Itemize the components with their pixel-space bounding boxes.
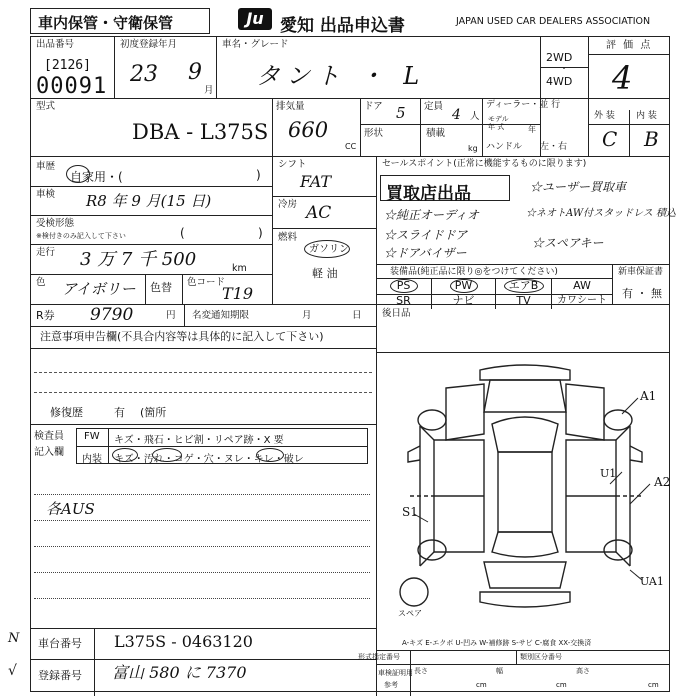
height-unit: cm — [648, 681, 659, 689]
equip-tv: TV — [496, 293, 552, 309]
sales-point-2: ☆純正オーディオ — [384, 208, 480, 222]
received-open: ( — [180, 226, 185, 240]
inspection-value: R8 年 9 月(15 日) — [86, 192, 212, 210]
rear-bumper — [480, 592, 570, 607]
lot-number: 00091 — [36, 74, 108, 99]
history-value: 自家用・( — [70, 170, 123, 184]
registration-year: 23 — [130, 62, 158, 87]
handle-value: 左・右 — [540, 142, 568, 152]
repair-label: 修復歴 — [50, 406, 83, 419]
ju-logo: Ju — [238, 8, 272, 30]
color-change-label: 色替 — [150, 281, 172, 294]
damage-legend: A-キズ E-エクボ U-凹み W-補修跡 S-サビ C-腐食 XX-交換済 — [402, 639, 592, 647]
color-value: アイボリー — [62, 280, 136, 298]
capacity-unit: 人 — [470, 111, 480, 122]
shape-label: 形状 — [364, 128, 384, 139]
repair-value: 有 — [114, 406, 125, 419]
shift-label: シフト — [278, 159, 307, 170]
spare-tire — [400, 578, 428, 606]
mileage-unit: km — [232, 263, 247, 274]
cert-sub: 参考 — [384, 681, 398, 689]
weight-label: 積載 — [426, 128, 446, 139]
buyback-stamp: 買取店出品 — [386, 184, 471, 204]
cert-label: 車検証明用 — [378, 669, 413, 677]
equip-aw: AW — [573, 279, 591, 292]
inspector-handwritten: 各AUS — [46, 500, 95, 518]
repair-place: (箇所 — [140, 406, 167, 419]
windshield — [492, 417, 558, 452]
inspector-int-label: 内装 — [82, 454, 102, 465]
new-warranty-label: 新車保証書 — [618, 267, 664, 277]
capacity-label: 定員 — [424, 101, 444, 112]
ac-label: 冷房 — [278, 199, 298, 210]
new-warranty-value: 有 ・ 無 — [622, 287, 662, 300]
capacity-value: 4 — [452, 107, 461, 123]
model-label: 型式 — [36, 101, 56, 112]
chassis-check-mark: N — [8, 631, 20, 646]
sales-point-3: ☆ネオトAW付スタッドレス 積込 — [526, 208, 676, 219]
length-label: 長さ — [414, 667, 428, 675]
displacement-unit: CC — [345, 142, 357, 151]
door-label: ドア — [364, 101, 383, 112]
equip-ps: PS — [376, 278, 432, 294]
equip-airbag: エアB — [496, 278, 552, 294]
form-title: 愛知 出品申込書 — [280, 16, 405, 36]
color-code-label: 色コード — [187, 277, 226, 288]
equipment-bottom-row — [376, 293, 612, 309]
storage-label: 車内保管・守衛保管 — [38, 14, 174, 32]
received-close: ) — [258, 226, 263, 240]
sales-point-5: ☆ドアバイザー — [384, 246, 467, 260]
plate-check-mark: √ — [8, 663, 17, 679]
drive-sep: ・ — [560, 64, 568, 73]
car-name-label: 車名・グレード — [222, 39, 289, 50]
front-bumper — [480, 365, 570, 380]
equip-pw: PW — [432, 278, 496, 294]
tax-day: 日 — [352, 310, 362, 321]
interior-label: 内 装 — [636, 111, 657, 121]
width-unit: cm — [556, 681, 567, 689]
spare-label: スペア — [398, 609, 422, 618]
wheel-front-left — [418, 410, 446, 430]
damage-mark-a1: A1 — [640, 389, 657, 403]
inspector-label-2: 記入欄 — [34, 447, 64, 458]
equip-sr: SR — [376, 293, 432, 309]
equipment-label: 装備品(純正品に限り◎をつけてください) — [390, 267, 558, 277]
fuel-label: 燃料 — [278, 232, 298, 243]
equip-seat: カワシート — [557, 295, 607, 306]
handle-label: ハンドル — [486, 142, 523, 152]
wheel-front-right — [604, 410, 632, 430]
drive-4wd: 4WD — [546, 75, 573, 88]
wheel-rear-left — [418, 540, 446, 560]
inspector-label-1: 検査員 — [34, 431, 64, 442]
notes-label: 注意事項申告欄(不具合内容等は具体的に記入して下さい) — [40, 330, 324, 343]
registration-month: 9 — [188, 60, 202, 85]
width-label: 幅 — [496, 667, 503, 675]
received-note: ※検付きのみ記入して下さい — [36, 232, 126, 240]
dealer-year-unit: 年 — [528, 125, 536, 134]
int-mark-yogore — [152, 448, 182, 462]
mileage-value: 3 万 7 千 500 — [80, 249, 197, 270]
drive-2wd: 2WD — [546, 51, 573, 64]
int-mark-nure — [256, 448, 284, 462]
history-label: 車歴 — [36, 161, 56, 172]
inspector-fw-label: FW — [84, 431, 100, 442]
color-code-value: T19 — [222, 284, 254, 303]
length-unit: cm — [476, 681, 487, 689]
roof — [498, 452, 552, 532]
rear-window — [492, 532, 558, 557]
plate-label: 登録番号 — [38, 669, 82, 682]
equipment-top-row — [376, 278, 612, 294]
model-value: DBA - L375S — [132, 120, 269, 144]
recycle-value: 9790 — [90, 305, 134, 325]
int-mark-kizu — [112, 448, 138, 462]
tax-label: 名変通知期限 — [192, 310, 250, 321]
lot-label: 出品番号 — [36, 39, 75, 50]
exterior-value: C — [602, 127, 618, 151]
damage-mark-s1: S1 — [402, 505, 418, 519]
sales-point-1: ☆ユーザー買取車 — [530, 180, 627, 194]
received-label: 受検形態 — [36, 218, 75, 229]
sales-points-label: セールスポイント(正常に機能するものに限ります) — [382, 159, 587, 169]
inspector-fw-value: キズ・飛石・ヒビ割・リペア跡・X 要 — [114, 435, 284, 446]
door-value: 5 — [396, 104, 406, 122]
height-label: 高さ — [576, 667, 590, 675]
car-diagram — [380, 356, 670, 618]
after-install-label: 後日品 — [382, 308, 411, 319]
tax-month: 月 — [302, 310, 312, 321]
type-number-label: 形式指定番号 — [358, 653, 400, 661]
fuel-gas: ガソリン — [309, 244, 349, 255]
recycle-label: R券 — [36, 309, 55, 322]
displacement-value: 660 — [288, 118, 329, 142]
sales-point-6: ☆スペアキー — [532, 236, 604, 250]
inspection-label: 車検 — [36, 189, 56, 200]
right-front-fender — [566, 384, 604, 440]
inspector-int-value: キズ・汚れ・コゲ・穴・ヌレ・キレ・破レ — [114, 454, 304, 465]
damage-mark-ua1: UA1 — [640, 575, 664, 588]
sales-point-4: ☆スライドドア — [384, 228, 468, 242]
chassis-label: 車台番号 — [38, 637, 82, 650]
recycle-unit: 円 — [166, 310, 176, 321]
chassis-value: L375S - 0463120 — [114, 632, 253, 651]
damage-mark-a2: A2 — [654, 475, 671, 489]
hood — [484, 380, 566, 412]
dealer-label: ディーラー・並 行 — [486, 100, 561, 110]
plate-value: 富山 580 に 7370 — [112, 663, 247, 682]
lot-code: [2126] — [44, 58, 91, 73]
exterior-label: 外 装 — [594, 111, 615, 121]
fuel-light: 軽 油 — [312, 267, 338, 280]
left-front-fender — [446, 384, 484, 440]
class-number-label: 類別区分番号 — [520, 653, 562, 661]
association-name: JAPAN USED CAR DEALERS ASSOCIATION — [456, 16, 651, 27]
history-close: ) — [256, 168, 261, 182]
mileage-label: 走行 — [36, 247, 56, 258]
interior-value: B — [644, 127, 659, 151]
displacement-label: 排気量 — [276, 101, 305, 112]
damage-mark-u1: U1 — [600, 467, 617, 480]
weight-unit: kg — [468, 144, 478, 153]
registration-label: 初度登録年月 — [120, 39, 178, 50]
dealer-model-year: モデル 年 式 — [488, 115, 509, 131]
ac-value: AC — [306, 203, 332, 223]
wheel-rear-right — [604, 540, 632, 560]
shift-value: FAT — [300, 172, 332, 191]
color-label: 色 — [36, 277, 46, 288]
car-name-value: タント ・ L — [256, 62, 426, 90]
rating-value: 4 — [612, 59, 633, 97]
equip-navi: ナビ — [432, 293, 496, 309]
rating-label: 評 価 点 — [606, 40, 653, 51]
trunk — [484, 562, 566, 588]
registration-month-unit: 月 — [204, 85, 214, 96]
